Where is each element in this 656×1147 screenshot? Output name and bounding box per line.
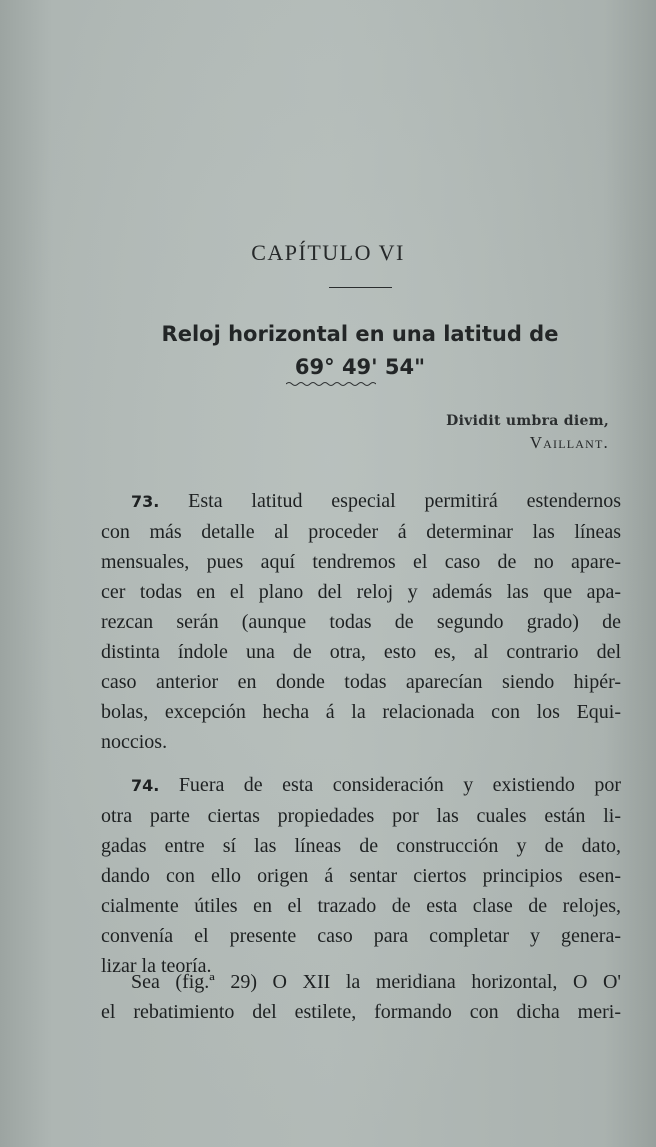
paragraph-line: caso anterior en donde todas aparecían siendo hipér- <box>101 671 621 693</box>
paragraph-line-text: Fuera de esta consideración y existiendo por <box>178 774 621 796</box>
paragraph-74 <box>101 770 621 981</box>
paragraph-line: convenía el presente caso para completar y genera- <box>101 925 621 947</box>
paragraph-line: lizar la teoría. <box>101 955 212 977</box>
paragraph-line: dando con ello origen á sentar ciertos principios esen- <box>101 865 621 887</box>
paragraph-line: bolas, excepción hecha á la relacionada con los Equi- <box>101 701 621 723</box>
paragraph-number: 73. <box>131 492 160 511</box>
epigraph-author: Vaillant. <box>529 433 609 452</box>
paragraph-line: rezcan serán (aunque todas de segundo grado) de <box>101 611 621 633</box>
epigraph-quote: Dividit umbra diem, <box>446 413 609 429</box>
chapter-title: CAPÍTULO VI <box>251 240 405 265</box>
paragraph-line: mensuales, pues aquí tendremos el caso de no apare- <box>101 551 621 573</box>
epigraph <box>446 410 609 454</box>
section-heading-line-2: 69° 49' 54" <box>294 355 426 379</box>
wavy-ornament <box>286 380 376 388</box>
paragraph-line: distinta índole una de otra, esto es, al contrario del <box>101 641 621 663</box>
chapter-rule <box>329 287 392 288</box>
paragraph-number: 74. <box>131 776 160 795</box>
paragraph-line-text: Esta latitud especial permitirá estendernos <box>188 490 622 512</box>
paragraph-line: noccios. <box>101 731 168 753</box>
paragraph-line: con más detalle al proceder á determinar las líneas <box>101 521 621 543</box>
paragraph-73 <box>101 486 621 757</box>
paragraph-line: el rebatimiento del estilete, formando con dicha meri- <box>101 1001 621 1023</box>
paragraph-line: cialmente útiles en el trazado de esta clase de relojes, <box>101 895 621 917</box>
paragraph-line: Sea (fig.ª 29) O XII la meridiana horizontal, O O' <box>131 971 621 993</box>
paragraph-line: otra parte ciertas propiedades por las cuales están li- <box>101 805 621 827</box>
section-heading-line-1: Reloj horizontal en una latitud de <box>161 322 559 346</box>
paragraph-line: cer todas en el plano del reloj y además las que apa- <box>101 581 621 603</box>
paragraph-line: gadas entre sí las líneas de construcción y de dato, <box>101 835 621 857</box>
paragraph-sea <box>101 967 621 1027</box>
paragraph-line <box>101 486 621 517</box>
section-heading <box>0 318 656 384</box>
paragraph-line <box>101 770 621 801</box>
